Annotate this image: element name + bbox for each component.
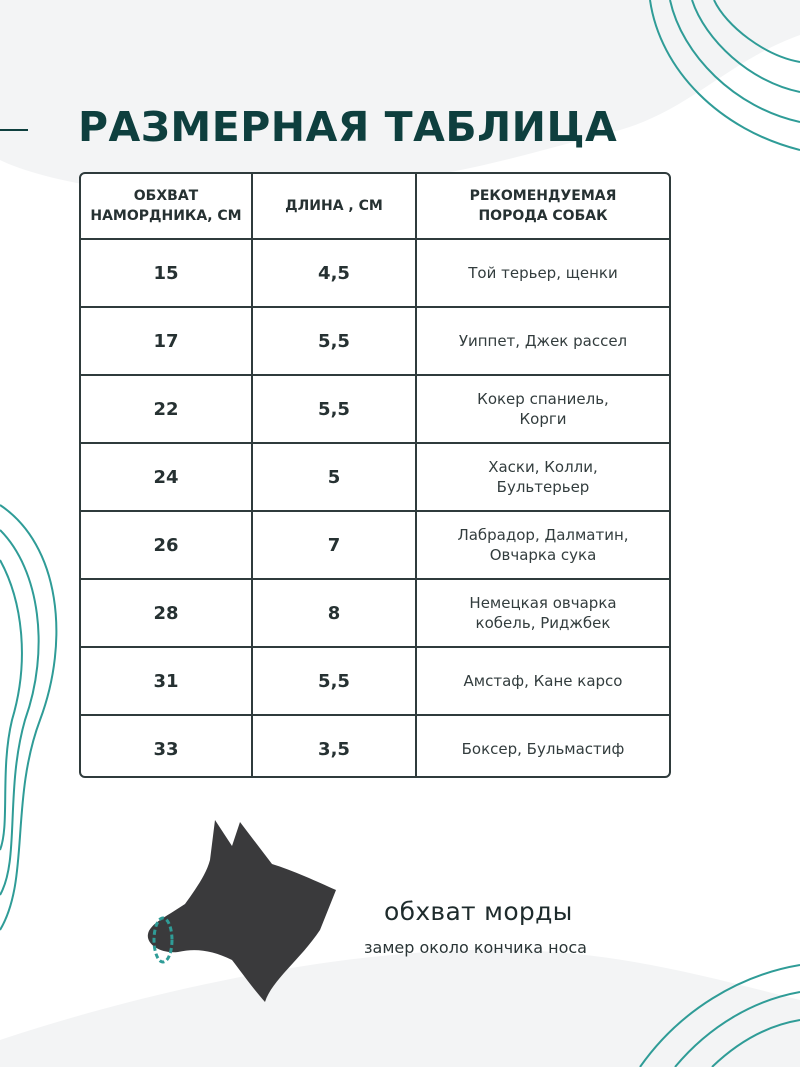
cell-breed: Лабрадор, Далматин, Овчарка сука xyxy=(416,511,669,579)
table-row xyxy=(81,511,669,579)
cell-length: 8 xyxy=(252,579,416,647)
cell-girth: 15 xyxy=(81,239,252,307)
table-row xyxy=(81,443,669,511)
dog-head-silhouette-icon xyxy=(140,820,340,1010)
cell-girth: 33 xyxy=(81,715,252,778)
table-header-row xyxy=(81,174,669,239)
caption-title: обхват морды xyxy=(384,897,573,926)
header-breed: РЕКОМЕНДУЕМАЯ ПОРОДА СОБАК xyxy=(416,174,669,239)
page-title: РАЗМЕРНАЯ ТАБЛИЦА xyxy=(78,103,618,151)
cell-breed: Немецкая овчарка кобель, Риджбек xyxy=(416,579,669,647)
header-length: ДЛИНА , СМ xyxy=(252,174,416,239)
cell-length: 5 xyxy=(252,443,416,511)
title-dash xyxy=(0,129,28,131)
cell-length: 5,5 xyxy=(252,307,416,375)
table-row xyxy=(81,647,669,715)
dog-silhouette xyxy=(148,820,336,1002)
cell-length: 3,5 xyxy=(252,715,416,778)
cell-girth: 31 xyxy=(81,647,252,715)
caption-subtitle: замер около кончика носа xyxy=(364,938,587,957)
cell-length: 7 xyxy=(252,511,416,579)
cell-girth: 17 xyxy=(81,307,252,375)
cell-girth: 22 xyxy=(81,375,252,443)
cell-girth: 28 xyxy=(81,579,252,647)
cell-girth: 24 xyxy=(81,443,252,511)
cell-length: 5,5 xyxy=(252,375,416,443)
size-table xyxy=(79,172,671,778)
table-row xyxy=(81,239,669,307)
cell-length: 5,5 xyxy=(252,647,416,715)
header-girth: ОБХВАТ НАМОРДНИКА, СМ xyxy=(81,174,252,239)
table-row xyxy=(81,375,669,443)
table-row xyxy=(81,715,669,778)
table-row xyxy=(81,579,669,647)
cell-girth: 26 xyxy=(81,511,252,579)
cell-breed: Амстаф, Кане карсо xyxy=(416,647,669,715)
cell-length: 4,5 xyxy=(252,239,416,307)
cell-breed: Хаски, Колли, Бультерьер xyxy=(416,443,669,511)
cell-breed: Уиппет, Джек рассел xyxy=(416,307,669,375)
cell-breed: Кокер спаниель, Корги xyxy=(416,375,669,443)
table-row xyxy=(81,307,669,375)
cell-breed: Боксер, Бульмастиф xyxy=(416,715,669,778)
cell-breed: Той терьер, щенки xyxy=(416,239,669,307)
